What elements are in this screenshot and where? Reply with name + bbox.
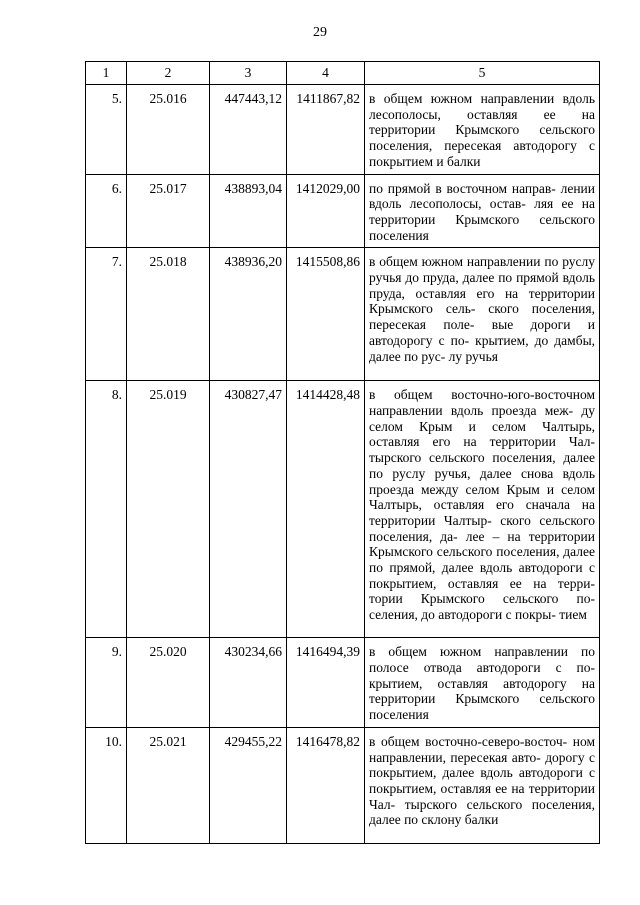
description-line: в общем восточно-северо-восточ-: [369, 733, 568, 749]
column-header-point: 2: [127, 62, 210, 85]
column-header-y: 4: [287, 62, 365, 85]
row-number: 6.: [86, 174, 127, 248]
coordinate-y: 1416494,39: [287, 638, 365, 728]
coordinate-y: 1412029,00: [287, 174, 365, 248]
description-line: лу ручья: [448, 348, 498, 364]
description-line: крытием, оставляя автодорогу на: [369, 675, 595, 691]
coordinate-y: 1411867,82: [287, 85, 365, 175]
description-line: ном направлении, пересекая авто-: [369, 733, 595, 765]
description-line: тырского сельского поселения,: [404, 796, 596, 812]
description-line: далее по склону балки: [369, 812, 499, 828]
description-line: ляя ее на территории Крымского: [369, 196, 595, 227]
point-number: 25.017: [127, 174, 210, 248]
table-row: [86, 638, 600, 728]
coordinate-x: 438936,20: [210, 248, 287, 381]
description-line: сначала на территории Чалтыр-: [369, 497, 595, 528]
boundary-description: [365, 727, 600, 843]
table-header-row: [86, 62, 600, 85]
table-row: [86, 381, 600, 638]
description-line: в общем южном направлении по: [369, 644, 595, 660]
description-line: оставляя ее на территории Чал-: [369, 780, 595, 812]
column-header-description: 5: [365, 62, 600, 85]
description-line: вдоль автодороги с покрытием,: [369, 765, 596, 796]
description-line: территории Крымского сельского: [369, 691, 595, 707]
description-line: дорогу с покрытием, далее: [369, 749, 595, 781]
description-line: вдоль проезда между селом Крым: [369, 465, 596, 497]
row-number: 9.: [86, 638, 127, 728]
boundary-description: [365, 174, 600, 248]
description-line: ского сельского поселения, да-: [369, 512, 595, 544]
coordinate-x: 438893,04: [210, 174, 287, 248]
table-row: [86, 85, 600, 175]
table-body: [86, 85, 600, 844]
table-row: [86, 248, 600, 381]
coordinate-y: 1416478,82: [287, 727, 365, 843]
point-number: 25.021: [127, 727, 210, 843]
row-number: 7.: [86, 248, 127, 381]
point-number: 25.018: [127, 248, 210, 381]
description-line: по прямой в восточном направ-: [369, 180, 556, 196]
description-line: селения, до автодороги с покры-: [369, 607, 556, 623]
description-line: территории Крымского сельского: [369, 122, 595, 138]
description-line: с покрытием и балки: [369, 138, 596, 169]
description-line: ского поселения, пересекая поле-: [369, 301, 595, 333]
description-line: покрытием, оставляя ее на терри-: [369, 575, 595, 591]
boundary-description: [365, 381, 600, 638]
description-line: вдоль лесополосы, оставляя ее на: [369, 91, 595, 122]
description-line: ду селом Крым и селом Чалтырь,: [369, 403, 595, 434]
description-line: поселения, пересекая автодорогу: [369, 138, 577, 154]
description-line: в общем южном направлении: [369, 91, 555, 106]
boundary-description: [365, 248, 600, 381]
boundary-description-table: [85, 61, 600, 844]
description-line: прямой вдоль пруда, оставляя его: [369, 270, 596, 301]
coordinate-x: 430234,66: [210, 638, 287, 728]
description-line: прямой, далее вдоль автодороги с: [389, 560, 595, 576]
description-line: и селом Чалтырь, оставляя его: [369, 481, 595, 513]
column-header-number: 1: [86, 62, 127, 85]
coordinate-x: 429455,22: [210, 727, 287, 843]
description-line: поселения: [369, 707, 429, 723]
column-header-x: 3: [210, 62, 287, 85]
boundary-description: [365, 85, 600, 175]
coordinate-x: 430827,47: [210, 381, 287, 638]
row-number: 8.: [86, 381, 127, 638]
row-number: 10.: [86, 727, 127, 843]
point-number: 25.016: [127, 85, 210, 175]
coordinate-y: 1415508,86: [287, 248, 365, 381]
description-line: в общем южном направлении по: [369, 254, 559, 270]
description-line: оставляя его на территории Чал-: [369, 434, 595, 450]
page-number: 29: [313, 25, 327, 40]
description-line: вые дороги и автодорогу с по-: [369, 317, 596, 348]
description-line: лее – на территории Крымского: [369, 528, 596, 560]
table-row: [86, 727, 600, 843]
description-line: далее по руслу ручья, далее снова: [369, 450, 596, 481]
point-number: 25.020: [127, 638, 210, 728]
description-line: сельского поселения, далее по: [369, 544, 595, 576]
point-number: 25.019: [127, 381, 210, 638]
description-line: тием: [559, 607, 587, 623]
description-line: тырского сельского поселения,: [369, 450, 556, 466]
description-line: тории Крымского сельского по-: [369, 591, 595, 607]
description-line: руслу ручья до пруда, далее по: [369, 254, 596, 286]
description-line: направлении вдоль проезда меж-: [369, 403, 574, 419]
description-line: в общем восточно-юго-восточном: [369, 387, 595, 403]
boundary-description: [365, 638, 600, 728]
description-line: на территории Крымского сель-: [369, 285, 595, 317]
description-line: полосе отвода автодороги с по-: [369, 660, 595, 676]
coordinate-y: 1414428,48: [287, 381, 365, 638]
coordinate-x: 447443,12: [210, 85, 287, 175]
table-row: [86, 174, 600, 248]
description-line: сельского поселения: [369, 211, 595, 243]
description-line: лении вдоль лесополосы, остав-: [369, 180, 595, 212]
description-line: крытием, до дамбы, далее по рус-: [369, 332, 596, 364]
row-number: 5.: [86, 85, 127, 175]
